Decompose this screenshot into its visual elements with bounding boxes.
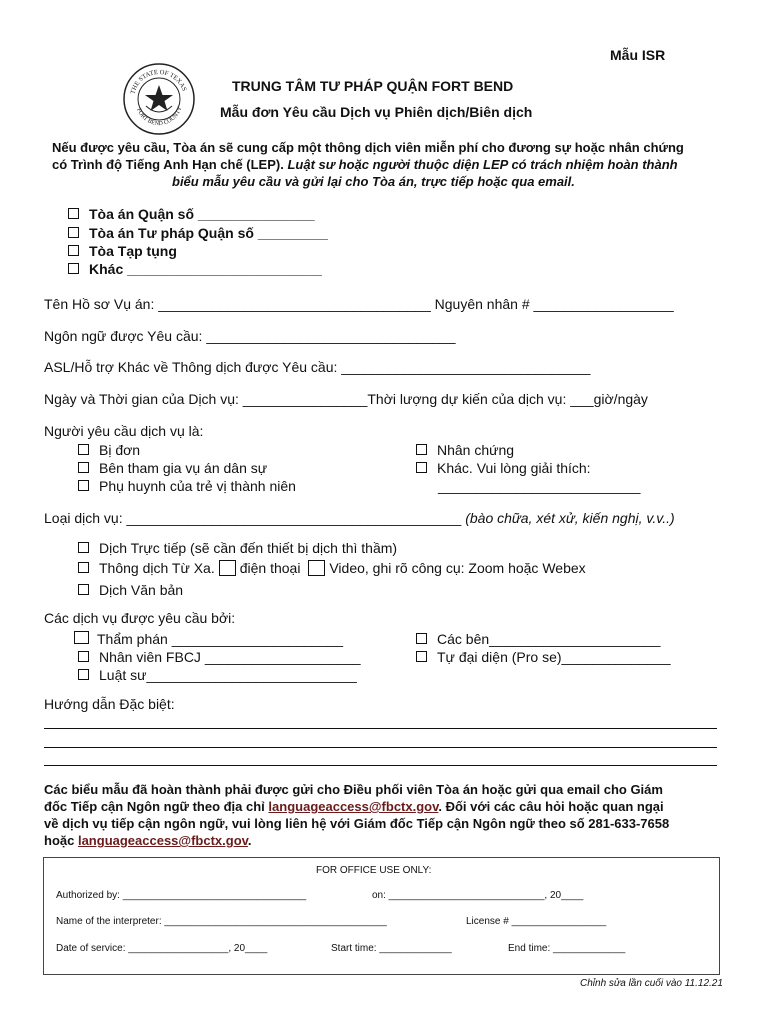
requested-by-attorney[interactable]: Luật sư___________________________ [78, 667, 357, 683]
special-line-2[interactable] [44, 747, 717, 748]
requester-parent[interactable]: Phụ huynh của trẻ vị thành niên [78, 478, 296, 494]
court-option-misc[interactable]: Tòa Tạp tụng [68, 243, 177, 259]
checkbox[interactable] [68, 208, 79, 219]
date-of-service-field[interactable]: Date of service: __________________, 20____ [56, 943, 268, 954]
seal-bottom-text: FORT BEND COUNTY [135, 105, 184, 128]
requested-by-judge[interactable]: Thẩm phán ______________________ [74, 631, 343, 647]
checkbox[interactable] [416, 462, 427, 473]
intro-line-1: Nếu được yêu cầu, Tòa án sẽ cung cấp một thông dịch viên miễn phí cho đương sự hoặc nhân chứng [52, 140, 684, 155]
email-link[interactable]: languageaccess@fbctx.gov [268, 799, 439, 814]
page-subtitle: Mẫu đơn Yêu cầu Dịch vụ Phiên dịch/Biên dịch [220, 104, 533, 120]
service-document[interactable]: Dịch Văn bản [78, 582, 183, 598]
requester-other[interactable]: Khác. Vui lòng giải thích: [416, 460, 591, 476]
svg-text:FORT BEND COUNTY [135, 105, 183, 127]
special-instructions-label: Hướng dẫn Đặc biệt: [44, 696, 175, 712]
requester-label: Người yêu cầu dịch vụ là: [44, 423, 204, 439]
requested-by-staff[interactable]: Nhân viên FBCJ ____________________ [78, 649, 361, 665]
court-option-county[interactable]: Tòa án Tư pháp Quận số _________ [68, 225, 328, 241]
intro-line-2: có Trình độ Tiếng Anh Hạn chế (LEP). Luật sư hoặc người thuộc diện LEP có trách nhiệm hoàn thành [52, 157, 678, 172]
requester-witness[interactable]: Nhân chứng [416, 442, 514, 458]
office-use-title: FOR OFFICE USE ONLY: [316, 865, 432, 876]
asl-field[interactable]: ASL/Hỗ trợ Khác về Thông dịch được Yêu cầu: ________________________________ [44, 359, 591, 375]
form-id: Mẫu ISR [610, 47, 666, 63]
page-title: TRUNG TÂM TƯ PHÁP QUẬN FORT BEND [232, 78, 514, 94]
note-line-2: đốc Tiếp cận Ngôn ngữ theo địa chỉ languageaccess@fbctx.gov. Đối với các câu hỏi hoặc quan ngại [44, 799, 664, 814]
case-name-field[interactable]: Tên Hồ sơ Vụ án: ___________________________________ Nguyên nhân # __________________ [44, 296, 674, 312]
requested-by-label: Các dịch vụ được yêu cầu bởi: [44, 610, 236, 626]
checkbox[interactable] [416, 633, 427, 644]
checkbox[interactable] [78, 669, 89, 680]
note-line-3: về dịch vụ tiếp cận ngôn ngữ, vui lòng liên hệ với Giám đốc Tiếp cận Ngôn ngữ theo số 281-633-7658 [44, 816, 670, 831]
requester-explain-line[interactable]: __________________________ [438, 478, 641, 494]
revision-note: Chỉnh sửa lần cuối vào 11.12.21 [580, 978, 723, 989]
interpreter-name-field[interactable]: Name of the interpreter: ________________________________________ [56, 916, 387, 927]
requester-defendant[interactable]: Bị đơn [78, 442, 140, 458]
checkbox[interactable] [68, 263, 79, 274]
note-line-4: hoặc languageaccess@fbctx.gov. [44, 833, 252, 848]
requested-by-parties[interactable]: Các bên______________________ [416, 631, 660, 647]
license-field[interactable]: License # _________________ [466, 916, 607, 927]
start-time-field[interactable]: Start time: _____________ [331, 943, 452, 954]
checkbox[interactable] [416, 444, 427, 455]
court-option-district[interactable]: Tòa án Quận số _______________ [68, 206, 315, 222]
checkbox[interactable] [78, 542, 89, 553]
checkbox[interactable] [68, 227, 79, 238]
checkbox[interactable] [68, 245, 79, 256]
checkbox[interactable] [78, 462, 89, 473]
checkbox[interactable] [78, 651, 89, 662]
court-option-other[interactable]: Khác _________________________ [68, 261, 322, 277]
authorized-on-field[interactable]: on: ____________________________, 20____ [372, 890, 584, 901]
checkbox[interactable] [78, 444, 89, 455]
service-in-person[interactable]: Dịch Trực tiếp (sẽ cần đến thiết bị dịch thì thầm) [78, 540, 397, 556]
special-line-3[interactable] [44, 765, 717, 766]
authorized-by-field[interactable]: Authorized by: _________________________________ [56, 890, 307, 901]
service-remote[interactable]: Thông dịch Từ Xa. điện thoại Video, ghi rõ công cụ: Zoom hoặc Webex [78, 560, 586, 576]
intro-line-3: biểu mẫu yêu cầu và gửi lại cho Tòa án, trực tiếp hoặc qua email. [172, 174, 575, 189]
end-time-field[interactable]: End time: _____________ [508, 943, 626, 954]
language-field[interactable]: Ngôn ngữ được Yêu cầu: ________________________________ [44, 328, 456, 344]
checkbox[interactable] [78, 584, 89, 595]
checkbox[interactable] [78, 562, 89, 573]
service-type-field[interactable]: Loại dịch vụ: ___________________________________________ (bào chữa, xét xử, kiến nghị, v.v..) [44, 510, 675, 526]
checkbox[interactable] [416, 651, 427, 662]
email-link[interactable]: languageaccess@fbctx.gov [77, 833, 248, 848]
checkbox[interactable] [78, 480, 89, 491]
phone-checkbox[interactable] [219, 560, 236, 576]
date-time-field[interactable]: Ngày và Thời gian của Dịch vụ: ________________Thời lượng dự kiến của dịch vụ: ___giờ/ngày [44, 391, 648, 407]
checkbox[interactable] [74, 631, 89, 644]
requester-civil-party[interactable]: Bên tham gia vụ án dân sự [78, 460, 267, 476]
seal-top-text: THE STATE OF TEXAS [129, 68, 188, 95]
requested-by-pro-se[interactable]: Tự đại diện (Pro se)______________ [416, 649, 671, 665]
note-line-1: Các biểu mẫu đã hoàn thành phải được gửi cho Điều phối viên Tòa án hoặc gửi qua email cho Giám [44, 782, 663, 797]
special-line-1[interactable] [44, 728, 717, 729]
county-seal [122, 62, 196, 141]
video-checkbox[interactable] [308, 560, 325, 576]
